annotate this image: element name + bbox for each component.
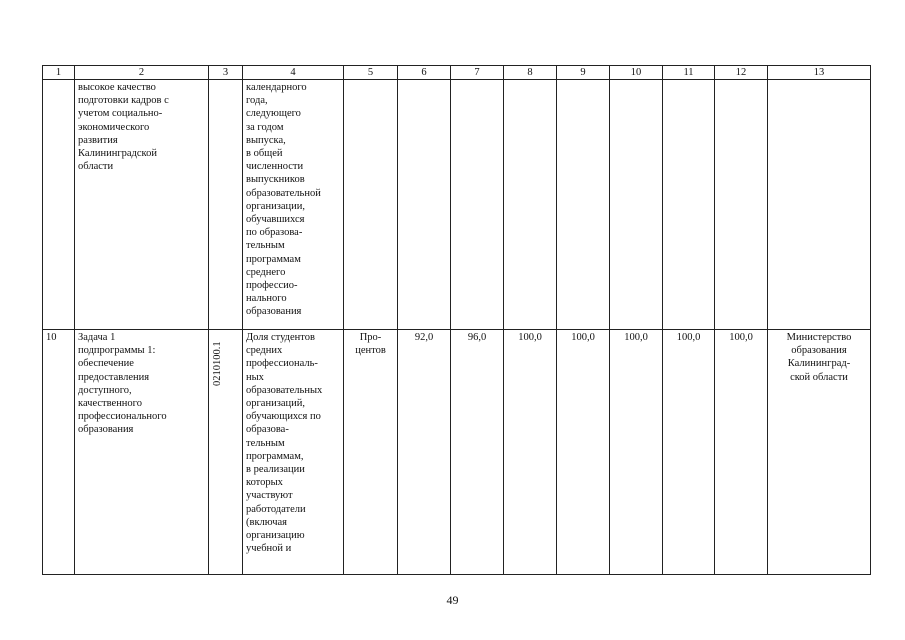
header-cell-5: 5 [344, 66, 398, 80]
row2-code-cell [209, 330, 243, 575]
row2-value-8: 100,0 [504, 330, 557, 575]
row1-cell-9 [557, 80, 610, 330]
header-cell-1: 1 [43, 66, 75, 80]
row2-task-text: Задача 1 подпрограммы 1: обеспечение предоставления доступного, качественного профессионального образования [75, 330, 209, 575]
header-cell-7: 7 [451, 66, 504, 80]
table-row [43, 80, 871, 330]
row2-responsible: Министерство образования Калининград- ской области [768, 330, 871, 575]
header-row [43, 66, 871, 80]
row1-cell-12 [715, 80, 768, 330]
row1-cell-13 [768, 80, 871, 330]
row1-cell-3 [209, 80, 243, 330]
row2-value-6: 92,0 [398, 330, 451, 575]
header-cell-8: 8 [504, 66, 557, 80]
row2-code: 0210100.1 [212, 341, 223, 386]
document-table [42, 65, 871, 575]
row2-value-10: 100,0 [610, 330, 663, 575]
header-cell-3: 3 [209, 66, 243, 80]
header-cell-6: 6 [398, 66, 451, 80]
row2-value-9: 100,0 [557, 330, 610, 575]
row2-value-7: 96,0 [451, 330, 504, 575]
row1-cell-1 [43, 80, 75, 330]
row2-unit: Про- центов [344, 330, 398, 575]
header-cell-11: 11 [663, 66, 715, 80]
header-cell-2: 2 [75, 66, 209, 80]
row2-value-12: 100,0 [715, 330, 768, 575]
header-cell-13: 13 [768, 66, 871, 80]
row1-goal-text: высокое качество подготовки кадров с учетом социально- экономического развития Калининградской области [75, 80, 209, 330]
row2-indicator-text: Доля студентов средних профессиональ- ных образовательных организаций, обучающихся по образова- тельным программам, в реализации которых участвуют работодатели (включая организацию учебной и [243, 330, 344, 575]
header-cell-9: 9 [557, 66, 610, 80]
row1-indicator-text: календарного года, следующего за годом выпуска, в общей численности выпускников образовательной организации, обучавшихся по образова- тельным программам среднего профессио- нального образования [243, 80, 344, 330]
row2-value-11: 100,0 [663, 330, 715, 575]
row1-cell-10 [610, 80, 663, 330]
row1-cell-8 [504, 80, 557, 330]
page-number: 49 [446, 593, 459, 607]
row1-cell-6 [398, 80, 451, 330]
row2-number: 10 [43, 330, 75, 575]
header-cell-12: 12 [715, 66, 768, 80]
header-cell-10: 10 [610, 66, 663, 80]
header-cell-4: 4 [243, 66, 344, 80]
row1-cell-5 [344, 80, 398, 330]
row1-cell-7 [451, 80, 504, 330]
table-row [43, 330, 871, 575]
row1-cell-11 [663, 80, 715, 330]
